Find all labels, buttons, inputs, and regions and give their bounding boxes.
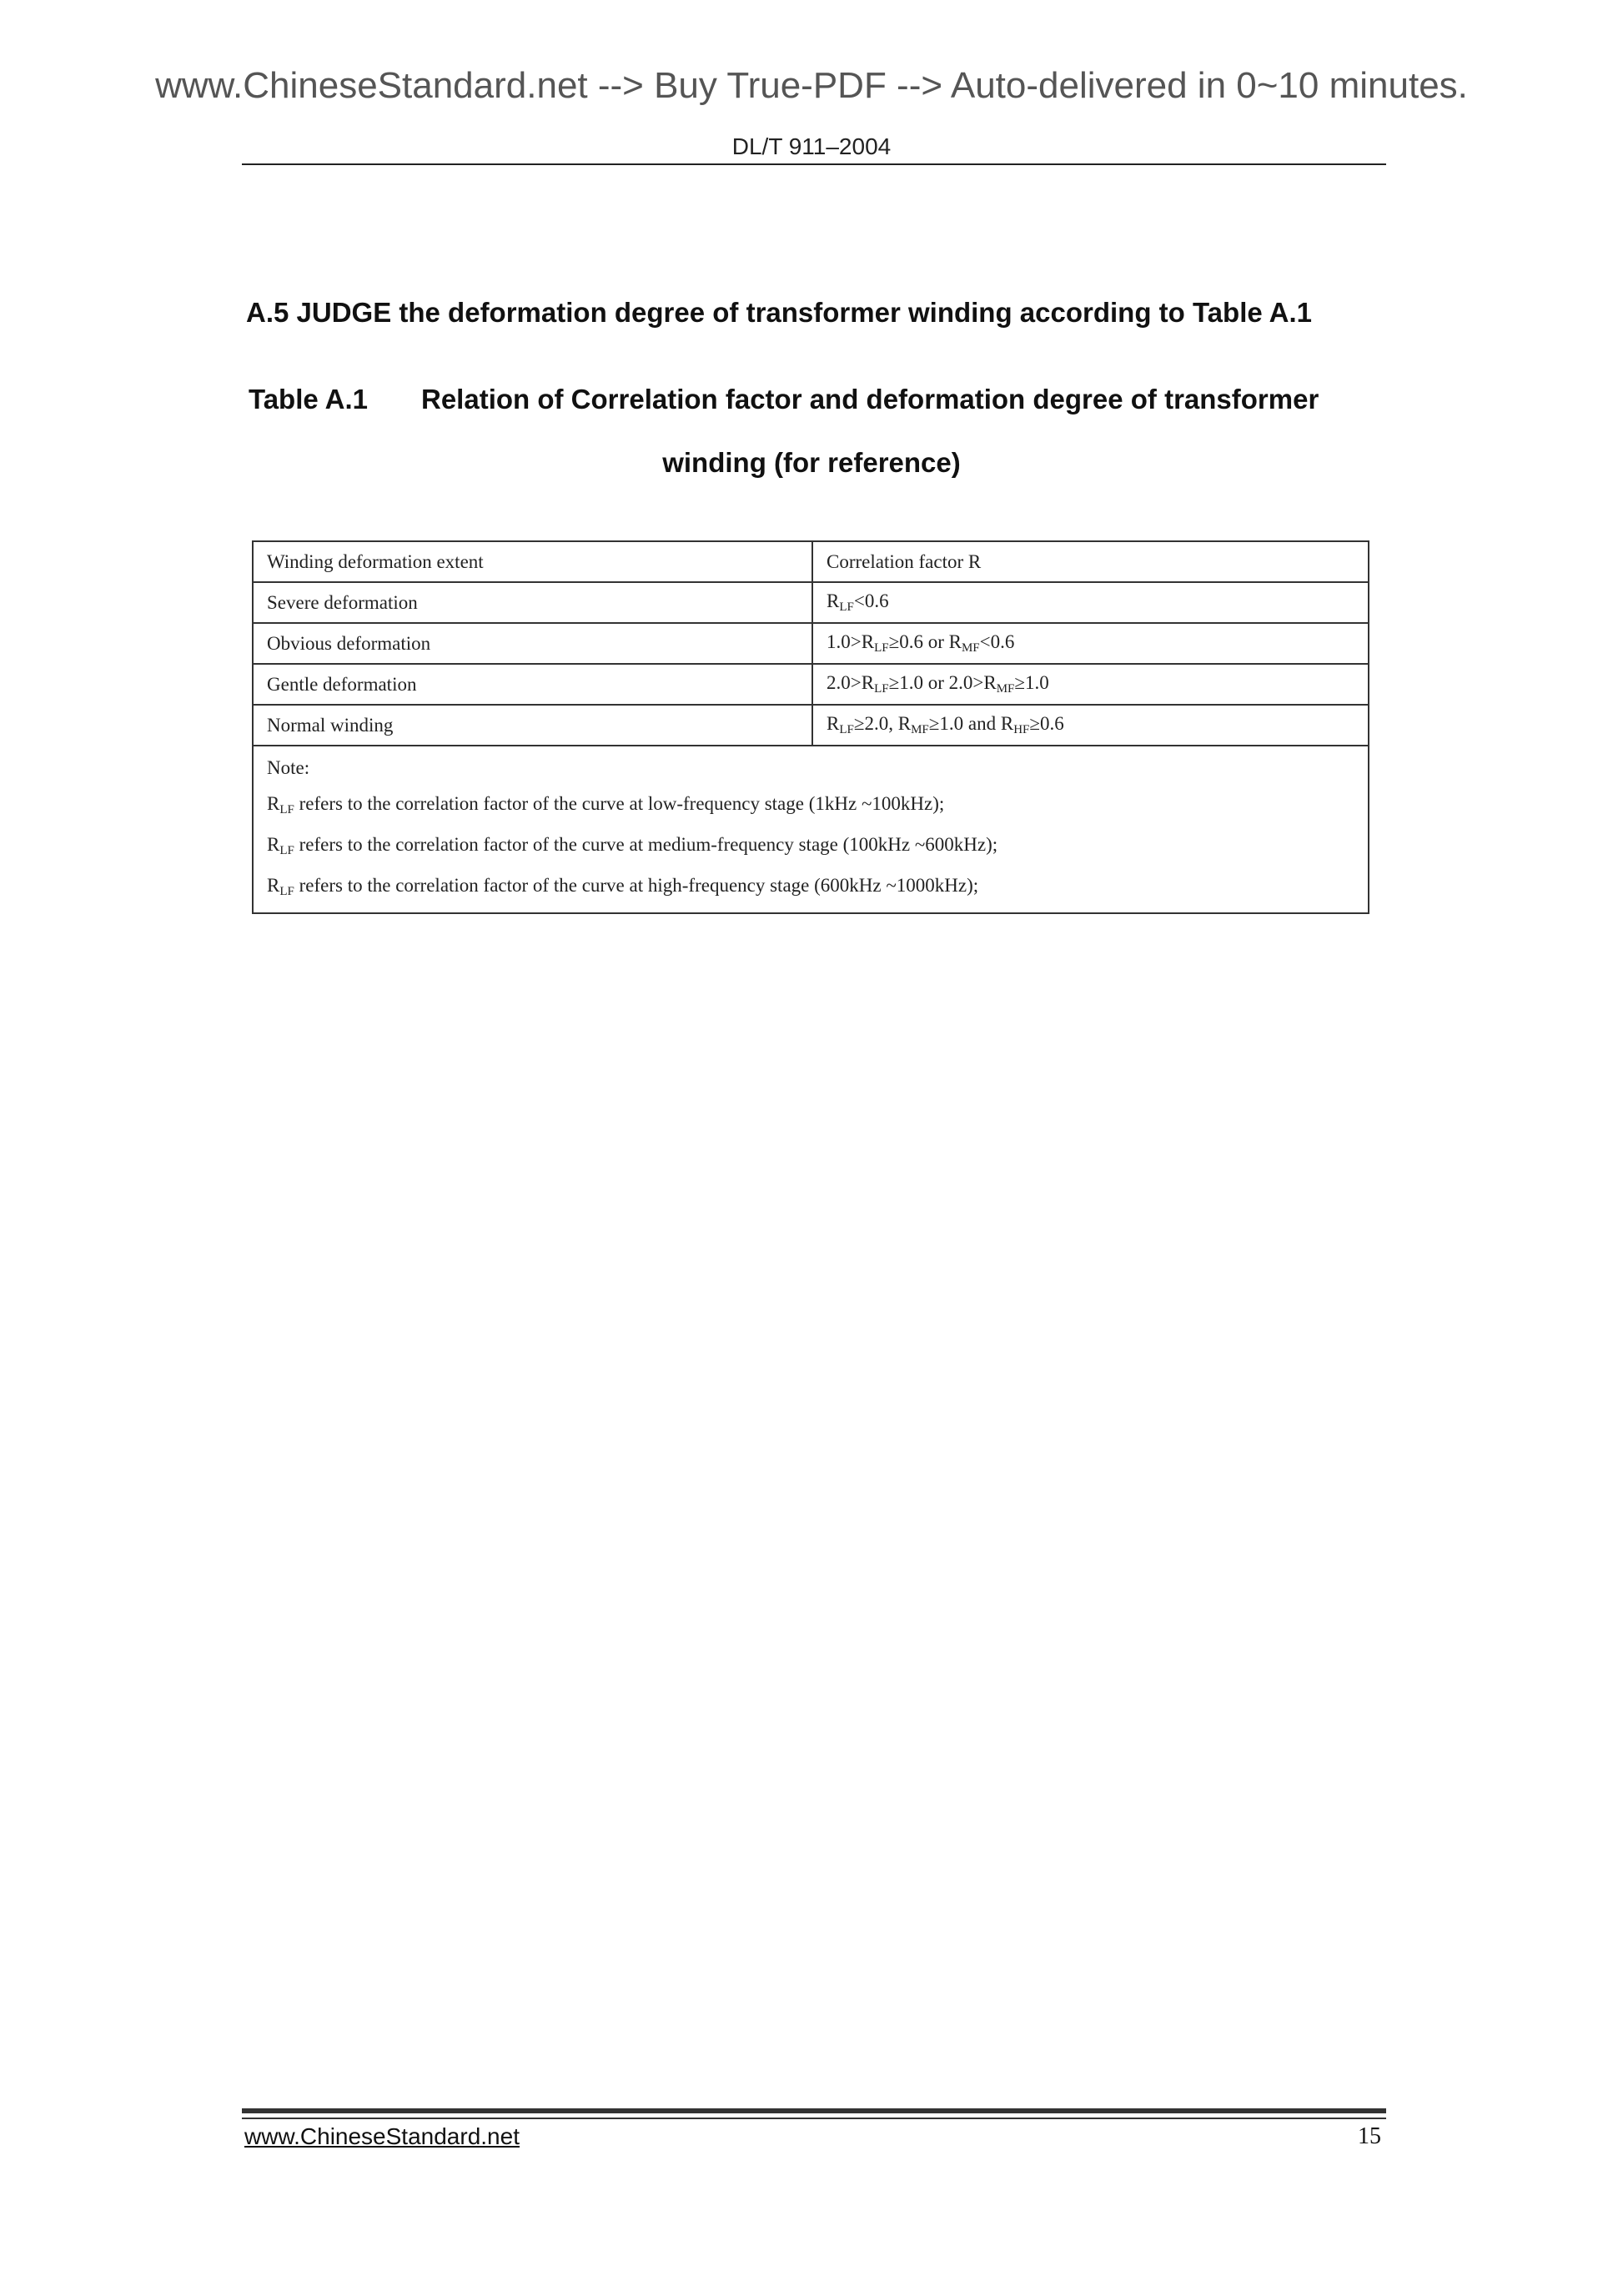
subscript: LF [279,803,294,816]
subscript: MF [961,641,980,655]
note-label: Note: [267,757,310,778]
correlation-table [252,540,1369,914]
table-caption [249,384,1391,415]
table-row [253,623,1369,664]
cell-factor: $1.0>R_{LF}\ge 0.6$ or $R_{MF}<0.6$ [812,623,1369,664]
header-cell-factor: Correlation factor R [812,541,1369,582]
standard-number: DL/T 911–2004 [731,133,892,159]
subscript: LF [874,682,889,696]
page-number: 15 [1358,2123,1381,2149]
table-notes-row [253,746,1369,913]
table-row [253,705,1369,746]
subscript: LF [839,723,854,736]
table-caption-title: Relation of Correlation factor and deformation degree of transformer [421,384,1319,414]
cell-extent: Obvious deformation [253,623,812,664]
table-row [253,664,1369,705]
table-row [253,582,1369,623]
cell-extent: Gentle deformation [253,664,812,705]
footer-rule-thin [242,2118,1386,2119]
footer-site-link[interactable]: www.ChineseStandard.net [244,2123,520,2149]
footer-rule-thick [242,2108,1386,2113]
header-cell-extent: Winding deformation extent [253,541,812,582]
table-caption-label: Table A.1 [249,384,369,414]
subscript: MF [911,723,929,736]
notes-cell [253,746,1369,913]
cell-extent: Normal winding [253,705,812,746]
header-rule [242,163,1386,165]
note-line: $R_{LF}$ refers to the correlation factor of the curve at high-frequency stage (600kHz ~1000kHz); [267,875,979,898]
cell-extent: Severe deformation [253,582,812,623]
subscript: LF [279,844,294,857]
note-line: $R_{LF}$ refers to the correlation factor of the curve at low-frequency stage (1kHz ~100kHz); [267,793,945,816]
subscript: MF [996,682,1015,696]
cell-factor: $R_{LF}\ge 2.0$, $R_{MF}\ge 1.0$ and $R_{HF}\ge 0.6$ [812,705,1369,746]
top-banner: www.ChineseStandard.net --> Buy True-PDF --> Auto-delivered in 0~10 minutes. [155,65,1468,106]
section-heading: A.5 JUDGE the deformation degree of transformer winding according to Table A.1 [246,297,1313,328]
subscript: LF [874,641,889,655]
subscript: LF [279,885,294,898]
cell-factor: $R_{LF}<0.6$ [812,582,1369,623]
table-header-row [253,541,1369,582]
note-line: $R_{LF}$ refers to the correlation factor of the curve at medium-frequency stage (100kHz ~600kHz); [267,834,998,857]
table-caption-title-continued: winding (for reference) [662,447,961,478]
subscript: HF [1013,723,1030,736]
subscript: LF [839,600,854,614]
cell-factor: $2.0>R_{LF}\ge 1.0$ or $2.0>R_{MF}\ge 1.0$ [812,664,1369,705]
